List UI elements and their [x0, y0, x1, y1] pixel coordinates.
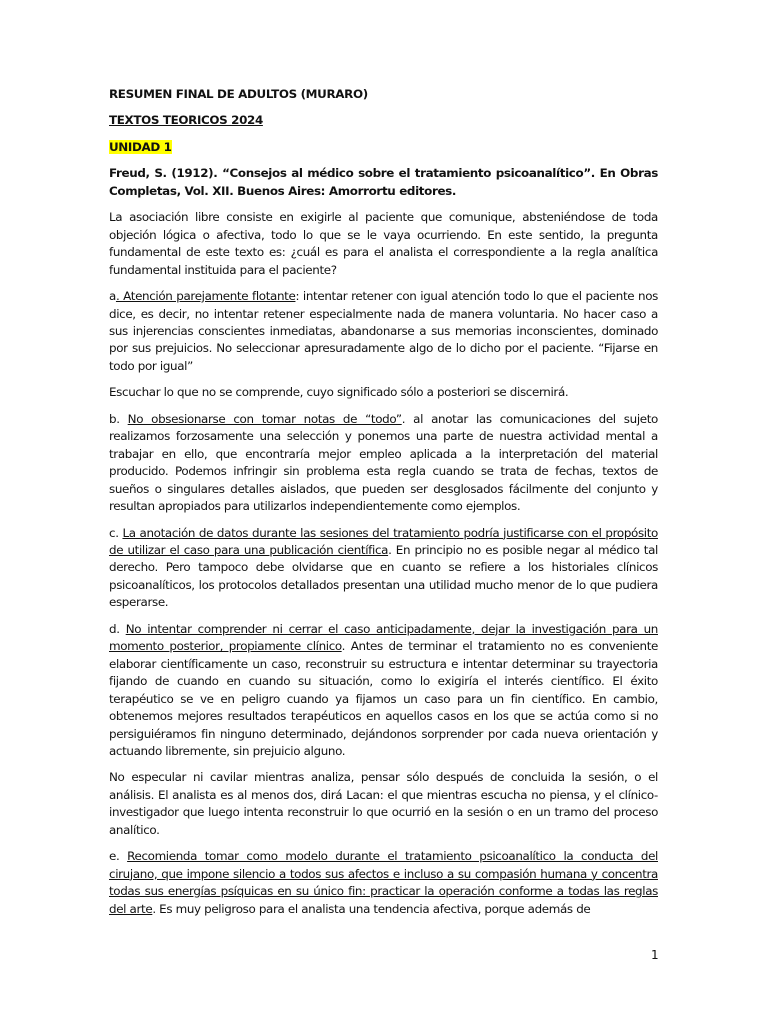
- unit-heading-highlight: UNIDAD 1: [109, 139, 172, 154]
- paragraph-a: [109, 288, 658, 375]
- paragraph-b-prefix: b.: [109, 411, 128, 426]
- paragraph-a-prefix: a: [109, 289, 116, 304]
- paragraph-e-prefix: e.: [109, 849, 128, 864]
- paragraph-b-text: . al anotar las comunicaciones del sujeto realizamos forzosamente una selección y ponemos una parte de nuestra actividad mental a trabajar en ello, que encontraría mejor empleo aplicada a la interpretación del material producido. Podemos infringir sin problema esta regla cuando se trata de fechas, textos de sueños o singulares detalles aislados, que pueden ser desglosados fácilmente del conjunto y resultan apropiados para utilizarlos independientemente como ejemplos.: [109, 411, 658, 514]
- paragraph-d-prefix: d.: [109, 621, 126, 636]
- paragraph-b-underlined: No obsesionarse con tomar notas de “todo”: [127, 411, 402, 426]
- paragraph-c-prefix: c.: [109, 525, 123, 540]
- paragraph-d-underlined: No intentar comprender ni cerrar el caso anticipadamente, dejar la investigación para un momento posterior, propiamente clínico: [109, 621, 658, 654]
- bibliographic-reference: Freud, S. (1912). “Consejos al médico sobre el tratamiento psicoanalítico”. En Obras Completas, Vol. XII. Buenos Aires: Amorrortu editores.: [109, 166, 658, 198]
- paragraph-b: [109, 411, 658, 516]
- unit-heading: [109, 139, 658, 156]
- paragraph-d: [109, 621, 658, 761]
- paragraph-c: [109, 525, 658, 612]
- intro-paragraph: La asociación libre consiste en exigirle al paciente que comunique, absteniéndose de toda objeción lógica o afectiva, todo lo que se le vaya ocurriendo. En este sentido, la pregunta fundamental de este texto es: ¿cuál es para el analista el correspondiente a la regla analítica fundamental instituida para el paciente?: [109, 210, 658, 277]
- listen-paragraph: Escuchar lo que no se comprende, cuyo significado sólo a posteriori se discernirá.: [109, 385, 569, 400]
- page-number: 1: [651, 948, 659, 962]
- paragraph-d-text: . Antes de terminar el tratamiento no es conveniente elaborar científicamente un caso, reconstruir su estructura e intentar determinar su trayectoria fijando de cuando en cuando su situación, como lo exigiría el interés científico. El éxito terapéutico se ve en peligro cuando ya fijamos un caso para un fin científico. En cambio, obtenemos mejores resultados terapéuticos en aquellos casos en los que se actúa como si no persiguiéramos fin ninguno determinado, dejándonos sorprender por cada nueva orientación y actuando libremente, sin prejuicio alguno.: [109, 639, 658, 758]
- speculate-paragraph: No especular ni cavilar mientras analiza, pensar sólo después de concluida la sesión, o el análisis. El analista es al menos dos, dirá Lacan: el que mientras escucha no piensa, y el clínico-investigador que luego intenta reconstruir lo que ocurrió en la sesión o en un tramo del proceso analítico.: [109, 770, 658, 837]
- paragraph-e-underlined: Recomienda tomar como modelo durante el tratamiento psicoanalítico la conducta del cirujano, que impone silencio a todos sus afectos e incluso a su compasión humana y concentra todas sus energías psíquicas en su único fin: practicar la operación conforme a todas las reglas del arte: [109, 849, 658, 916]
- paragraph-c-text: . En principio no es posible negar al médico tal derecho. Pero tampoco debe olvidarse que en cuanto se refiere a los historiales clínicos psicoanalíticos, los protocolos detallados presentan una utilidad mucho menor de lo que pudiera esperarse.: [109, 542, 658, 610]
- document-subtitle: [109, 112, 658, 129]
- paragraph-e: [109, 848, 658, 918]
- document-title: RESUMEN FINAL DE ADULTOS (MURARO): [109, 87, 368, 101]
- subtitle-text: TEXTOS TEORICOS 2024: [109, 113, 263, 128]
- document-body: [109, 86, 658, 927]
- paragraph-e-text: . Es muy peligroso para el analista una tendencia afectiva, porque además de: [152, 901, 591, 916]
- paragraph-c-underlined: La anotación de datos durante las sesiones del tratamiento podría justificarse con el propósito de utilizar el caso para una publicación científica: [109, 525, 658, 557]
- paragraph-a-text: : intentar retener con igual atención todo lo que el paciente nos dice, es decir, no intentar retener especialmente nada de manera voluntaria. No hacer caso a sus injerencias conscientes inmediatas, abandonarse a sus memorias inconscientes, dominado por sus prejuicios. No seleccionar apresuradamente algo de lo dicho por el paciente. “Fijarse en todo por igual”: [109, 289, 658, 373]
- paragraph-a-underlined: . Atención parejamente flotante: [115, 289, 296, 304]
